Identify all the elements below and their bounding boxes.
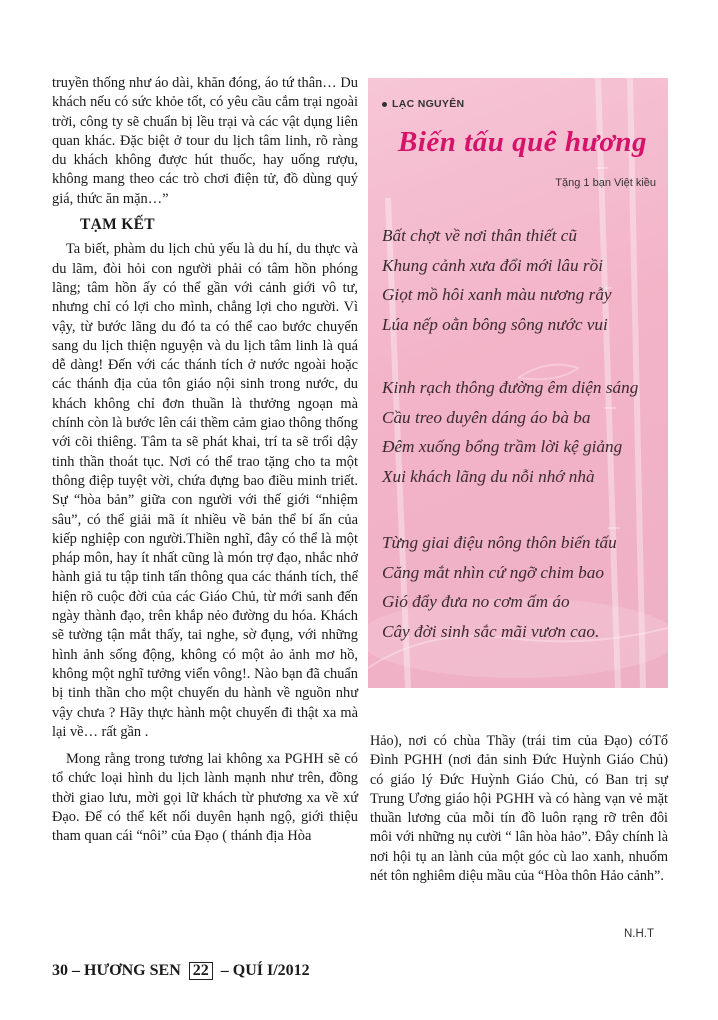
bullet-icon xyxy=(382,102,387,107)
continuation-paragraph: Hảo), nơi có chùa Thầy (trái tim của Đạo) cóTổ Đình PGHH (nơi đản sinh Đức Huỳnh Giáo Chủ) có giáo lý Đức Huỳnh Giáo Chủ, có Ban trị sự Trung Ương giáo hội PGHH và có hàng vạn vẻ mặt thuần lương của mỗi tín đồ luôn rạng rỡ trên đôi môi với những nụ cười “ lân hòa hảo”. Đây chính là nơi hội tụ an lành của một góc cù lao xanh, nhuốm nét tôn nghiêm diệu mầu của “Hòa thôn Hảo cảnh”. xyxy=(370,733,668,885)
right-article-column xyxy=(370,732,668,886)
poem-line: Khung cảnh xưa đổi mới lâu rồi xyxy=(382,255,603,275)
poem-line: Xui khách lãng du nỗi nhớ nhà xyxy=(382,466,595,486)
poem-line: Bất chợt về nơi thân thiết cũ xyxy=(382,226,577,245)
poem-line: Từng giai điệu nông thôn biến tấu xyxy=(382,533,617,552)
page-footer xyxy=(52,962,310,980)
poem-line: Đêm xuống bổng trầm lời kệ giảng xyxy=(382,437,623,456)
poem-line: Giọt mồ hôi xanh màu nương rẫy xyxy=(382,285,612,304)
intro-paragraph: truyền thống như áo dài, khăn đóng, áo tứ thân… Du khách nếu có sức khỏe tốt, có yêu cầu cắm trại ngoài trời, công ty sẽ chuẩn bị lều trại và các vật dụng liên quan khác. Đặc biệt ở tour du lịch tâm linh, rõ ràng du khách không được hút thuốc, hay uống rượu, không mang theo các trò chơi điện tử, đồ dùng quý giá, thức ăn mặn…” xyxy=(52,75,358,207)
poem-stanza-3 xyxy=(382,528,617,646)
poem-line: Cầu treo duyên dáng áo bà ba xyxy=(382,407,591,427)
poem-line: Kinh rạch thông đường êm diện sáng xyxy=(382,378,639,397)
page-number: 30 xyxy=(52,962,68,979)
poem-author-name: LẠC NGUYÊN xyxy=(392,98,465,110)
poem-dedication: Tặng 1 bạn Việt kiều xyxy=(555,177,656,189)
poem-line: Gió đẩy đưa no cơm ấm áo xyxy=(382,592,570,611)
issue-date: – QUÍ I/2012 xyxy=(220,962,310,979)
issue-number: 22 xyxy=(189,962,213,980)
poem-stanza-1 xyxy=(382,221,612,339)
poem-author xyxy=(382,98,464,110)
poem-title: Biến tấu quê hương xyxy=(398,126,648,158)
author-signature: N.H.T xyxy=(624,928,655,940)
left-article-column xyxy=(52,74,358,847)
magazine-name: – HƯƠNG SEN xyxy=(72,962,181,979)
poem-line: Cây đời sinh sắc mãi vươn cao. xyxy=(382,621,600,641)
poem-box xyxy=(368,78,668,688)
poem-line: Căng mắt nhìn cứ ngỡ chim bao xyxy=(382,562,604,582)
body-paragraph-2: Mong rằng trong tương lai không xa PGHH sẽ có tổ chức loại hình du lịch lành mạnh như trên, đồng thời giao lưu, mời gọi lữ khách từ phương xa về xứ Đạo. Để có thể kết nối duyên hạnh ngộ, giới thiệu tham quan cái “nôi” của Đạo ( thánh địa Hòa xyxy=(52,751,358,845)
body-paragraph-1: Ta biết, phàm du lịch chủ yếu là du hí, du thực và du lãm, đòi hỏi con người phải có tâm hồn phóng lãng; tâm hồn ấy có thể gần với cảnh giới vô tư, nhưng chỉ có lợi cho mình, chẳng lợi cho người. Vì vậy, từ bước lãng du đó ta có thể cao bước chuyển sang du lịch thiện nguyện và du lịch tâm linh là quá dễ dàng! Đến với các thánh tích ở nước ngoài hoặc các thánh địa của tôn giáo nội sinh trong nước, du khách không chỉ đơn thuần là thưởng ngoạn mà chính còn là bước lên cái thềm cảm giao thông thống với cõi thiêng. Tâm ta sẽ phát khai, trí ta sẽ trổi dậy tinh thần thoát tục. Nơi có thể trao tặng cho ta một thông điệp tuyệt vời, chứa đựng bao điều minh triết. Sự “hòa bản” giữa con người với thế giới “nhiệm sâu”, có thể giải mã ít nhiều về bản thể bí ẩn của kiếp nghiệp con người.Thiền nghĩ, đây có thể là một pháp môn, hay ít nhất cũng là món trợ đạo, nhắc nhở hành giả tu tập tinh tấn thông qua các thánh tích, thể hiện rõ cuộc đời của các Giáo Chủ, từ mới sanh đến ngày thành đạo, trên khắp nẻo đường du hóa. Khách sẽ tường tận mắt thấy, tai nghe, sờ đụng, với những hình ảnh sống động, không có một ảo ảnh mơ hồ, không một nghĩ tưởng viển vông!. Nào bạn đã chuẩn bị tinh thần cho một chuyến du hành về nguồn như vậy chưa ? Hãy thực hành một chuyến đi thật xa mà lại về… rất gần . xyxy=(52,241,358,740)
poem-line: Lúa nếp oằn bông sông nước vui xyxy=(382,314,608,334)
section-heading: TẠM KẾT xyxy=(80,216,155,234)
poem-stanza-2 xyxy=(382,373,638,491)
